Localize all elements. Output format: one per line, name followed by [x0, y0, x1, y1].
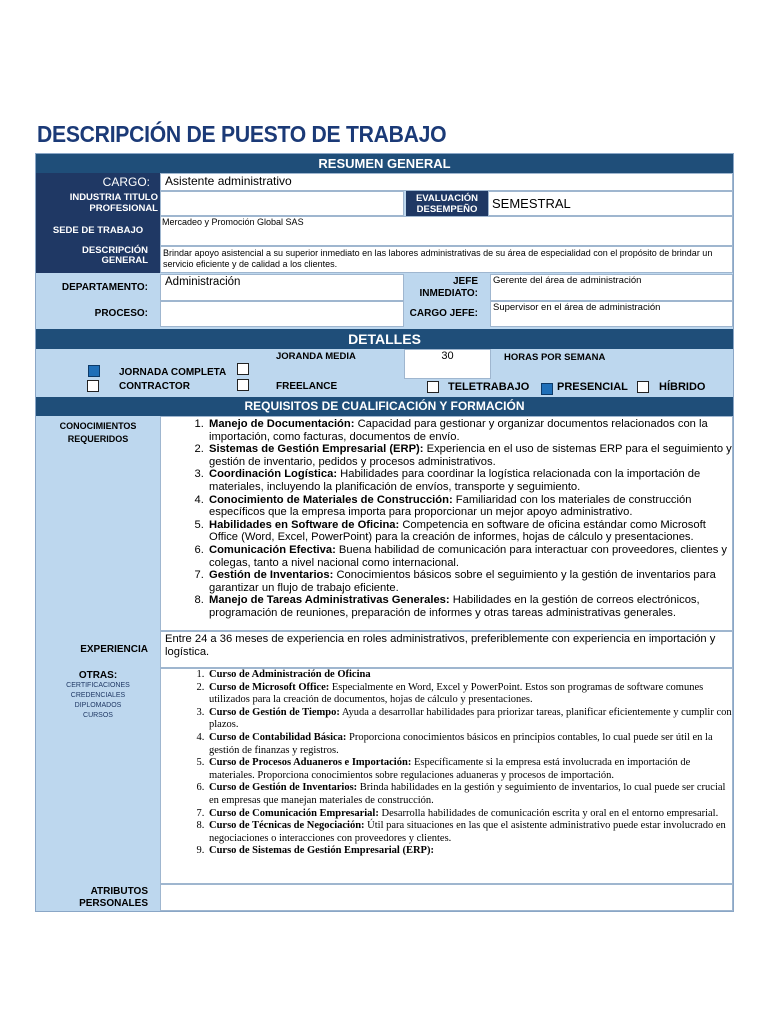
horas-field[interactable]: 30: [404, 349, 491, 379]
evaluacion-field[interactable]: SEMESTRAL: [488, 191, 733, 216]
curso-item: [207, 820, 732, 845]
conocimiento-item-text: Habilidades en la gestión de correos electrónicos, programación de reuniones, preparación de informes y otras tareas administrativas generales.: [209, 594, 700, 619]
conocimiento-item: [207, 544, 732, 569]
otras-sub-certificaciones: CERTIFICACIONES: [66, 682, 130, 689]
otras-sub-cursos: CURSOS: [83, 712, 113, 719]
curso-item-text: Especialmente en Word, Excel y PowerPoint. Estos son programas de software comunes utilizados para la creación de documentos, hojas de cálculo y presentaciones.: [209, 681, 704, 706]
conocimiento-item-title: Gestión de Inventarios:: [209, 569, 334, 582]
curso-item-text: Brinda habilidades en la gestión y seguimiento de inventarios, lo cual puede ser crucial en empresas que manejan materiales de construcción.: [209, 782, 726, 806]
contractor-checkbox[interactable]: [87, 380, 99, 392]
evaluacion-label: EVALUACIÓN DESEMPEÑO: [406, 191, 488, 216]
conocimiento-item-title: Sistemas de Gestión Empresarial (ERP):: [209, 443, 424, 456]
presencial-label: PRESENCIAL: [557, 381, 628, 393]
departamento-label: DEPARTAMENTO:: [61, 282, 148, 293]
jornada-media-label: JORANDA MEDIA: [276, 351, 356, 362]
conocimiento-item: [207, 569, 732, 594]
conocimiento-item-text: Habilidades para coordinar la logística relacionada con la importación de materiales, incluyendo la planificación de envíos, transporte y seguimiento.: [209, 468, 701, 493]
industria-label: INDUSTRIA TITULO PROFESIONAL: [36, 191, 160, 216]
proceso-field[interactable]: [160, 301, 404, 327]
curso-item-title: Curso de Comunicación Empresarial:: [209, 807, 379, 819]
resumen-header: RESUMEN GENERAL: [36, 154, 733, 173]
curso-item: [207, 808, 732, 821]
conocimiento-item: [207, 468, 732, 493]
conocimientos-list: [161, 418, 732, 620]
conocimientos-label: CONOCIMIENTOS REQUERIDOS: [59, 421, 137, 444]
hibrido-label: HÍBRIDO: [659, 381, 706, 393]
freelance-label: FREELANCE: [276, 381, 338, 392]
curso-item-title: Curso de Microsoft Office:: [209, 681, 330, 693]
curso-item-title: Curso de Técnicas de Negociación:: [209, 820, 365, 832]
curso-item-title: Curso de Gestión de Inventarios:: [209, 782, 358, 794]
cargo-jefe-label: CARGO JEFE:: [409, 308, 478, 319]
curso-item: [207, 707, 732, 732]
curso-item-title: Curso de Gestión de Tiempo:: [209, 706, 340, 718]
conocimiento-item: [207, 494, 732, 519]
page-title: DESCRIPCIÓN DE PUESTO DE TRABAJO: [37, 121, 447, 147]
curso-item-title: Curso de Contabilidad Básica:: [209, 731, 347, 743]
conocimientos-field[interactable]: [160, 416, 733, 631]
experiencia-label: EXPERIENCIA: [80, 644, 148, 655]
contractor-label: CONTRACTOR: [119, 381, 190, 392]
conocimiento-item: [207, 418, 732, 443]
experiencia-field[interactable]: Entre 24 a 36 meses de experiencia en roles administrativos, preferiblemente con experiencia en importación y logística.: [160, 631, 733, 668]
cargo-jefe-field[interactable]: Supervisor en el área de administración: [490, 301, 733, 327]
curso-item-text: Útil para situaciones en las que el asistente administrativo puede estar involucrado en negociaciones o interacciones con proveedores y clientes.: [209, 820, 726, 844]
conocimiento-item-title: Coordinación Logística:: [209, 468, 338, 481]
curso-item-text: Desarrolla habilidades de comunicación escrita y oral en el entorno empresarial.: [378, 807, 719, 819]
requisitos-header: REQUISITOS DE CUALIFICACIÓN Y FORMACIÓN: [36, 397, 733, 416]
freelance-checkbox[interactable]: [237, 379, 249, 391]
cargo-label: CARGO:: [36, 173, 160, 191]
curso-item: [207, 782, 732, 807]
descripcion-label: DESCRIPCIÓN GENERAL: [36, 246, 160, 273]
sede-label: SEDE DE TRABAJO: [36, 216, 160, 246]
curso-item: [207, 732, 732, 757]
conocimiento-item-title: Comunicación Efectiva:: [209, 543, 336, 556]
conocimiento-item-title: Manejo de Documentación:: [209, 418, 355, 430]
atributos-label: ATRIBUTOS PERSONALES: [79, 886, 148, 909]
curso-item: [207, 682, 732, 707]
conocimiento-item-title: Manejo de Tareas Administrativas Generales:: [209, 594, 450, 607]
curso-item: [207, 669, 732, 682]
conocimiento-item-text: Buena habilidad de comunicación para interactuar con proveedores, clientes y colegas, tanto a nivel nacional como internacional.: [209, 543, 728, 569]
job-description-form: [35, 153, 734, 912]
presencial-checkbox[interactable]: [541, 383, 553, 395]
conocimiento-item-text: Experiencia en el uso de sistemas ERP para el seguimiento y gestión de inventario, pedidos y procesos administrativos.: [209, 443, 732, 468]
conocimiento-item: [207, 519, 732, 544]
curso-item-text: Proporciona conocimientos básicos en principios contables, lo cual puede ser útil en la gestión de finanzas y registros.: [209, 731, 713, 756]
jornada-completa-label: JORNADA COMPLETA: [119, 367, 227, 378]
conocimiento-item-text: Competencia en software de oficina estándar como Microsoft Office (Word, Excel, PowerPoint) para la creación de informes, hojas de cálculo y presentaciones.: [209, 518, 706, 544]
curso-item: [207, 845, 732, 858]
teletrabajo-checkbox[interactable]: [427, 381, 439, 393]
hibrido-checkbox[interactable]: [637, 381, 649, 393]
jornada-completa-checkbox[interactable]: [88, 365, 100, 377]
jefe-field[interactable]: Gerente del área de administración: [490, 274, 733, 301]
jefe-label: JEFE INMEDIATO:: [419, 276, 478, 299]
sede-field[interactable]: Mercadeo y Promoción Global SAS: [160, 216, 733, 246]
detalles-header: DETALLES: [36, 329, 733, 349]
atributos-field[interactable]: [160, 884, 733, 911]
jornada-media-checkbox[interactable]: [237, 363, 249, 375]
conocimiento-item-title: Habilidades en Software de Oficina:: [209, 518, 400, 531]
curso-item-title: Curso de Sistemas de Gestión Empresarial (ERP):: [209, 845, 434, 857]
horas-label: HORAS POR SEMANA: [504, 352, 606, 363]
otras-sub-credenciales: CREDENCIALES: [70, 692, 126, 699]
curso-item: [207, 757, 732, 782]
industria-field[interactable]: [160, 191, 404, 216]
curso-item-text: Ayuda a desarrollar habilidades para priorizar tareas, planificar eficientemente y cumplir con plazos.: [209, 706, 732, 731]
otras-label: OTRAS:: [78, 670, 118, 681]
curso-item-title: Curso de Procesos Aduaneros e Importación:: [209, 757, 412, 769]
conocimiento-item-text: Familiaridad con los materiales de construcción específicos que la empresa importa para proporcionar un mejor apoyo administrativo.: [209, 493, 692, 519]
conocimiento-item: [207, 443, 732, 468]
conocimiento-item-text: Conocimientos básicos sobre el seguimiento y la gestión de inventarios para garantizar un flujo de trabajo eficiente.: [209, 569, 716, 594]
otras-block: [36, 670, 160, 721]
cargo-field[interactable]: Asistente administrativo: [160, 173, 733, 191]
otras-field[interactable]: [160, 668, 733, 884]
curso-item-title: Curso de Administración de Oficina: [209, 669, 371, 680]
conocimiento-item-text: Capacidad para gestionar y organizar documentos relacionados con la importación, como facturas, documentos de envío.: [209, 418, 708, 443]
descripcion-field[interactable]: Brindar apoyo asistencial a su superior inmediato en las labores administrativas de su área de especialidad con el propósito de brindar un servicio eficiente y de calidad a los clientes.: [160, 246, 733, 273]
proceso-label: PROCESO:: [94, 308, 148, 319]
conocimiento-item: [207, 594, 732, 619]
otras-sub-diplomados: DIPLOMADOS: [74, 702, 122, 709]
curso-item-text: Específicamente si la empresa está involucrada en importación de materiales. Proporciona conocimientos sobre regulaciones aduaneras y procesos de importación.: [209, 757, 691, 781]
teletrabajo-label: TELETRABAJO: [448, 381, 530, 393]
conocimiento-item-title: Conocimiento de Materiales de Construcción:: [209, 493, 453, 506]
cursos-list: [161, 669, 732, 858]
departamento-field[interactable]: Administración: [160, 274, 404, 301]
